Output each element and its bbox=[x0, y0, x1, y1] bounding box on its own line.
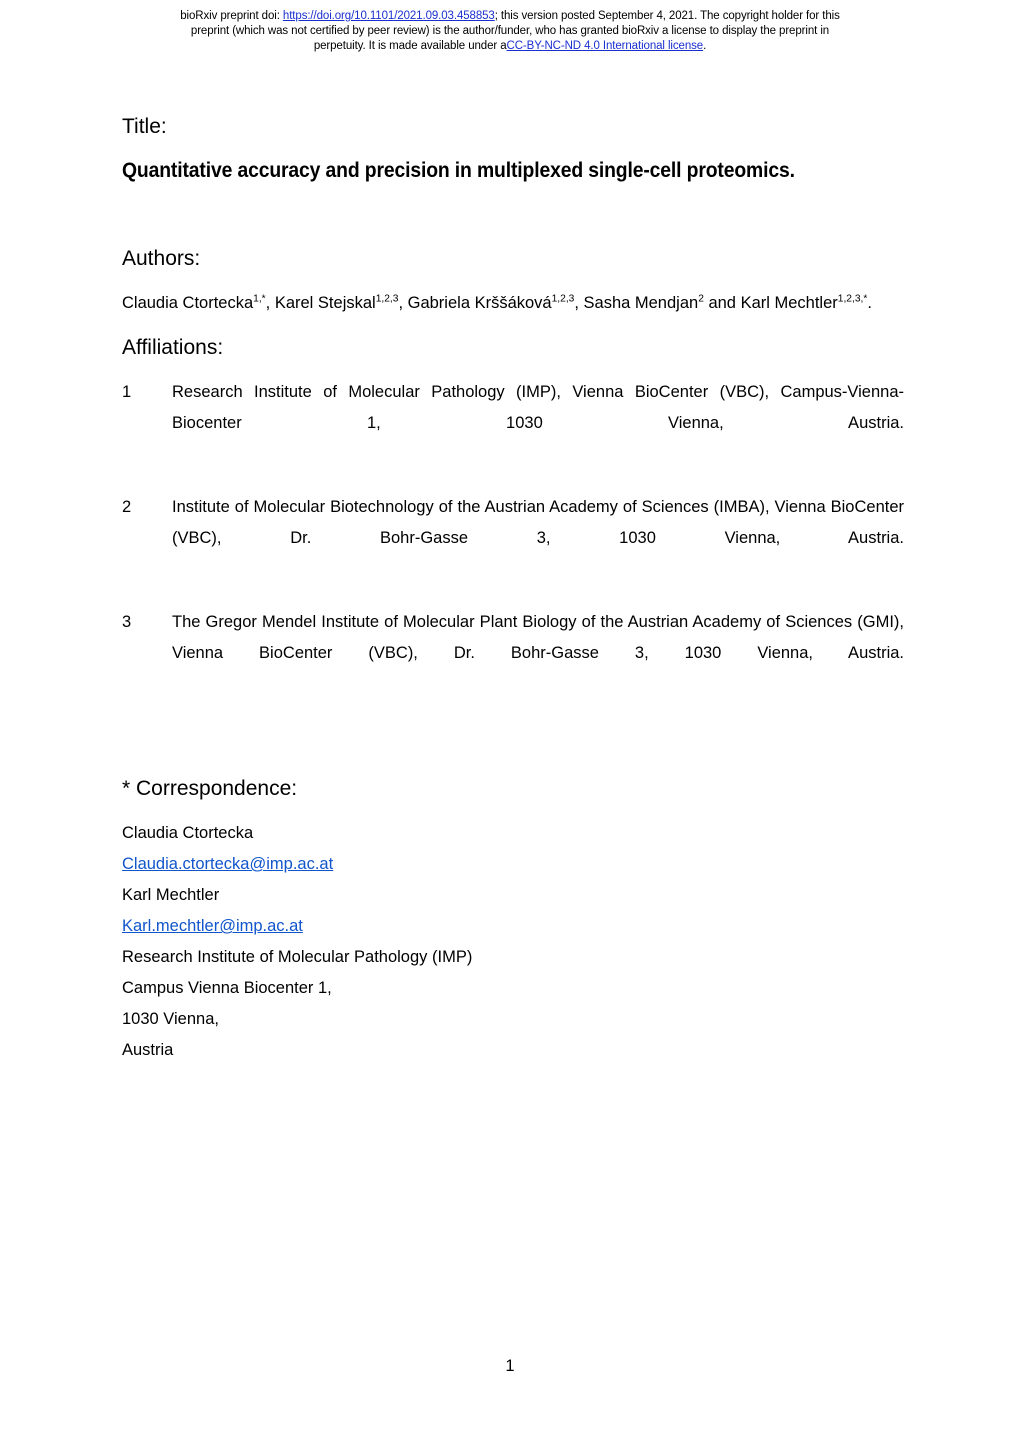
correspondence-name-1: Claudia Ctortecka bbox=[122, 824, 254, 842]
email-link-karl[interactable]: Karl.mechtler@imp.ac.at bbox=[122, 917, 303, 935]
spacer bbox=[122, 585, 904, 607]
page-number: 1 bbox=[505, 1357, 515, 1375]
author-name: Claudia Ctortecka bbox=[122, 294, 254, 312]
spacer bbox=[122, 319, 904, 333]
authors-heading: Authors: bbox=[122, 247, 201, 270]
correspondence-name-2: Karl Mechtler bbox=[122, 886, 220, 904]
correspondence-email-row-1 bbox=[122, 849, 904, 880]
banner-line-2: preprint (which was not certified by peer review) is the author/funder, who has granted bioRxiv a license to display the preprint in bbox=[190, 24, 830, 37]
author-affiliation-marker: 1,2,3 bbox=[375, 293, 399, 305]
spacer bbox=[122, 700, 904, 730]
correspondence-address-line-1: Research Institute of Molecular Pathology (IMP) bbox=[122, 948, 473, 966]
correspondence-address-line-4: Austria bbox=[122, 1041, 174, 1059]
affiliation-text: The Gregor Mendel Institute of Molecular Plant Biology of the Austrian Academy of Sciences (GMI), Vienna BioCenter (VBC), Dr. Bohr-Gasse 3, 1030 Vienna, Austria. bbox=[172, 613, 904, 662]
spacer bbox=[122, 804, 904, 818]
banner-license-period: . bbox=[703, 39, 707, 52]
spacer bbox=[122, 363, 904, 377]
separator: , bbox=[265, 294, 275, 312]
cc-license-link[interactable]: CC-BY-NC-ND 4.0 International license bbox=[506, 39, 704, 52]
affiliation-item bbox=[122, 377, 904, 470]
banner-posted-text: ; this version posted September 4, 2021. The copyright holder for this bbox=[494, 10, 840, 22]
author-affiliation-marker: 2 bbox=[698, 293, 704, 305]
title-heading: Title: bbox=[122, 115, 167, 138]
author-name: Gabriela Krššáková bbox=[407, 294, 552, 312]
conjunction: and bbox=[703, 294, 741, 312]
correspondence-heading: * Correspondence: bbox=[122, 777, 298, 800]
affiliation-number: 3 bbox=[122, 613, 132, 631]
author-name: Sasha Mendjan bbox=[583, 294, 699, 312]
doi-link[interactable]: https://doi.org/10.1101/2021.09.03.458853 bbox=[282, 10, 495, 22]
affiliation-number: 1 bbox=[122, 383, 132, 401]
author-affiliation-marker: 1,* bbox=[253, 293, 266, 305]
author-list bbox=[122, 288, 904, 319]
separator: , bbox=[574, 294, 584, 312]
sentence-end: . bbox=[867, 294, 872, 312]
affiliation-item bbox=[122, 492, 904, 585]
banner-doi-prefix: bioRxiv preprint doi: bbox=[180, 10, 283, 22]
banner-line-1 bbox=[96, 9, 924, 24]
affiliations-heading: Affiliations: bbox=[122, 336, 224, 359]
content-column bbox=[122, 112, 904, 1066]
affiliation-item bbox=[122, 607, 904, 700]
separator: , bbox=[398, 294, 408, 312]
biorxiv-preprint-banner bbox=[96, 9, 924, 53]
email-link-claudia[interactable]: Claudia.ctortecka@imp.ac.at bbox=[122, 855, 334, 873]
spacer bbox=[122, 274, 904, 288]
affiliation-text: Research Institute of Molecular Pathology (IMP), Vienna BioCenter (VBC), Campus-Vienna-Biocenter 1, 1030 Vienna, Austria. bbox=[172, 383, 904, 432]
author-name: Karel Stejskal bbox=[274, 294, 376, 312]
spacer bbox=[122, 214, 904, 244]
affiliation-text: Institute of Molecular Biotechnology of the Austrian Academy of Sciences (IMBA), Vienna BioCenter (VBC), Dr. Bohr-Gasse 3, 1030 Vienna, Austria. bbox=[172, 498, 904, 547]
correspondence-email-row-2 bbox=[122, 911, 904, 942]
banner-line-3 bbox=[96, 39, 924, 54]
banner-license-prefix: perpetuity. It is made available under a bbox=[313, 39, 507, 52]
author-name: Karl Mechtler bbox=[740, 294, 838, 312]
spacer bbox=[122, 730, 904, 760]
spacer bbox=[122, 184, 904, 214]
spacer bbox=[122, 142, 904, 156]
author-affiliation-marker: 1,2,3,* bbox=[837, 293, 868, 305]
correspondence-address-line-3: 1030 Vienna, bbox=[122, 1010, 219, 1028]
correspondence-address-line-2: Campus Vienna Biocenter 1, bbox=[122, 979, 332, 997]
affiliation-number: 2 bbox=[122, 498, 132, 516]
page-title: Quantitative accuracy and precision in multiplexed single-cell proteomics. bbox=[122, 158, 795, 182]
author-affiliation-marker: 1,2,3 bbox=[551, 293, 575, 305]
spacer bbox=[122, 760, 904, 774]
spacer bbox=[122, 470, 904, 492]
